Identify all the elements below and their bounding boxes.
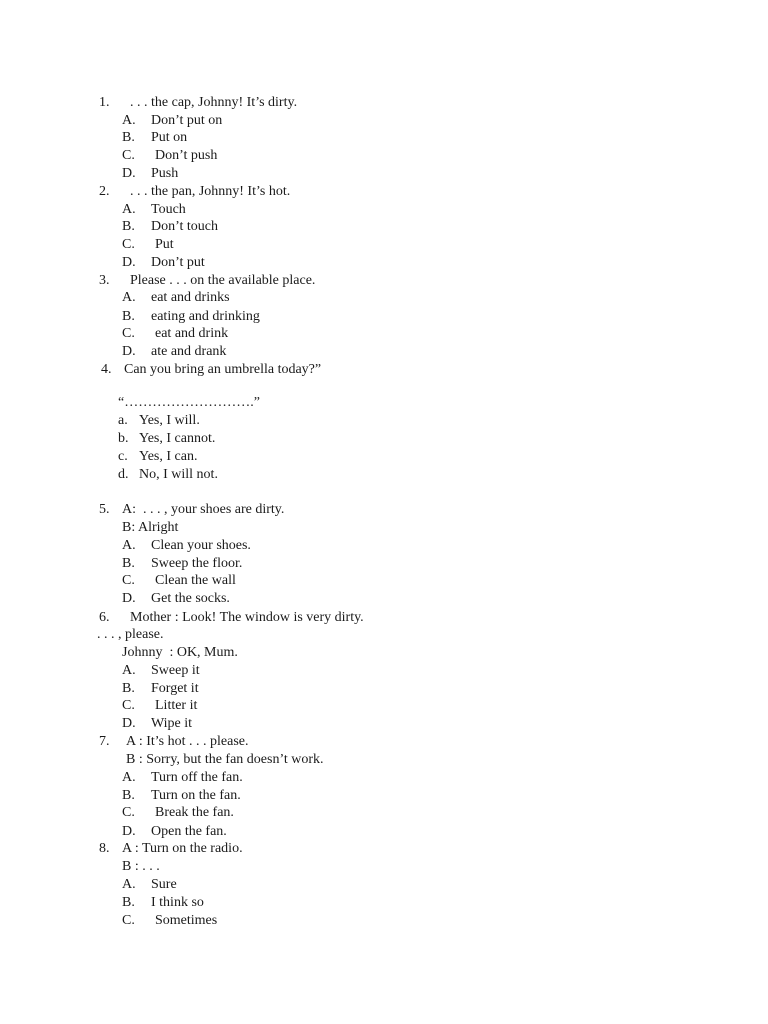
question-3-option-c-letter: C. — [122, 326, 135, 341]
question-5-number: 5. — [99, 502, 110, 517]
question-1-option-d-letter: D. — [122, 166, 136, 181]
question-7-option-a-text: Turn off the fan. — [151, 770, 243, 785]
question-6-option-b-letter: B. — [122, 681, 135, 696]
question-7-option-b-text: Turn on the fan. — [151, 788, 241, 803]
question-2-option-a-text: Touch — [151, 202, 186, 217]
question-5-option-b-text: Sweep the floor. — [151, 556, 243, 571]
question-4-option-a-text: Yes, I will. — [139, 413, 200, 428]
question-8-number: 8. — [99, 841, 110, 856]
question-1-option-b-text: Put on — [151, 130, 188, 145]
question-3-option-b-letter: B. — [122, 309, 135, 324]
question-4-option-c-text: Yes, I can. — [139, 449, 198, 464]
question-4-option-c-letter: c. — [118, 449, 128, 464]
question-7-option-b-letter: B. — [122, 788, 135, 803]
question-6-option-b-text: Forget it — [151, 681, 199, 696]
question-5-option-a-letter: A. — [122, 538, 136, 553]
question-3-option-a-letter: A. — [122, 290, 136, 305]
question-4-number: 4. — [101, 362, 112, 377]
question-6-option-d-text: Wipe it — [151, 716, 193, 731]
question-6-option-c-text: Litter it — [155, 698, 198, 713]
question-8-option-a-letter: A. — [122, 877, 136, 892]
question-3-number: 3. — [99, 273, 110, 288]
question-1-option-a-text: Don’t put on — [151, 113, 223, 128]
question-7-option-d-text: Open the fan. — [151, 824, 227, 839]
question-2-option-d-text: Don’t put — [151, 255, 205, 270]
question-6-text-continued: . . . , please. — [97, 627, 164, 642]
question-7-option-a-letter: A. — [122, 770, 136, 785]
question-8-option-b-text: I think so — [151, 895, 204, 910]
question-7-option-d-letter: D. — [122, 824, 136, 839]
question-1-option-c-text: Don’t push — [155, 148, 218, 163]
question-7-number: 7. — [99, 734, 110, 749]
question-6-option-c-letter: C. — [122, 698, 135, 713]
question-4-text: Can you bring an umbrella today?” — [124, 362, 322, 377]
question-4-answer-blank: “……………………….” — [118, 395, 260, 410]
question-5-option-a-text: Clean your shoes. — [151, 538, 251, 553]
question-8-text: A : Turn on the radio. — [122, 841, 243, 856]
question-2-option-c-text: Put — [155, 237, 174, 252]
question-8-option-b-letter: B. — [122, 895, 135, 910]
question-2-option-a-letter: A. — [122, 202, 136, 217]
question-2-option-b-text: Don’t touch — [151, 219, 219, 234]
question-1-option-b-letter: B. — [122, 130, 135, 145]
question-8-dialog: B : . . . — [122, 859, 160, 874]
question-3-text: Please . . . on the available place. — [130, 273, 316, 288]
question-5-option-b-letter: B. — [122, 556, 135, 571]
question-6-text: Mother : Look! The window is very dirty. — [130, 610, 364, 625]
question-8-option-c-text: Sometimes — [155, 913, 218, 928]
question-6-option-a-letter: A. — [122, 663, 136, 678]
question-3-option-d-text: ate and drank — [151, 344, 227, 359]
question-5-text: A: . . . , your shoes are dirty. — [122, 502, 285, 517]
question-6-option-a-text: Sweep it — [151, 663, 200, 678]
question-7-option-c-letter: C. — [122, 805, 135, 820]
question-5-option-c-letter: C. — [122, 573, 135, 588]
question-6-number: 6. — [99, 610, 110, 625]
question-1-text: . . . the cap, Johnny! It’s dirty. — [130, 95, 298, 110]
question-7-option-c-text: Break the fan. — [155, 805, 234, 820]
question-4-option-b-text: Yes, I cannot. — [139, 431, 216, 446]
question-4-option-d-text: No, I will not. — [139, 467, 218, 482]
question-3-option-d-letter: D. — [122, 344, 136, 359]
question-4-option-b-letter: b. — [118, 431, 129, 446]
question-2-option-d-letter: D. — [122, 255, 136, 270]
question-1-option-c-letter: C. — [122, 148, 135, 163]
question-4-option-a-letter: a. — [118, 413, 128, 428]
question-7-dialog: B : Sorry, but the fan doesn’t work. — [126, 752, 324, 767]
question-5-dialog: B: Alright — [122, 520, 179, 535]
question-1-option-d-text: Push — [151, 166, 179, 181]
question-3-option-c-text: eat and drink — [155, 326, 229, 341]
question-1-option-a-letter: A. — [122, 113, 136, 128]
question-5-option-c-text: Clean the wall — [155, 573, 236, 588]
question-5-option-d-text: Get the socks. — [151, 591, 230, 606]
question-4-option-d-letter: d. — [118, 467, 129, 482]
question-2-number: 2. — [99, 184, 110, 199]
question-6-dialog: Johnny : OK, Mum. — [122, 645, 238, 660]
question-1-number: 1. — [99, 95, 110, 110]
question-3-option-b-text: eating and drinking — [151, 309, 260, 324]
question-8-option-c-letter: C. — [122, 913, 135, 928]
question-3-option-a-text: eat and drinks — [151, 290, 230, 305]
question-2-option-c-letter: C. — [122, 237, 135, 252]
question-2-text: . . . the pan, Johnny! It’s hot. — [130, 184, 291, 199]
question-8-option-a-text: Sure — [151, 877, 177, 892]
question-2-option-b-letter: B. — [122, 219, 135, 234]
question-6-option-d-letter: D. — [122, 716, 136, 731]
question-5-option-d-letter: D. — [122, 591, 136, 606]
question-7-text: A : It’s hot . . . please. — [126, 734, 249, 749]
